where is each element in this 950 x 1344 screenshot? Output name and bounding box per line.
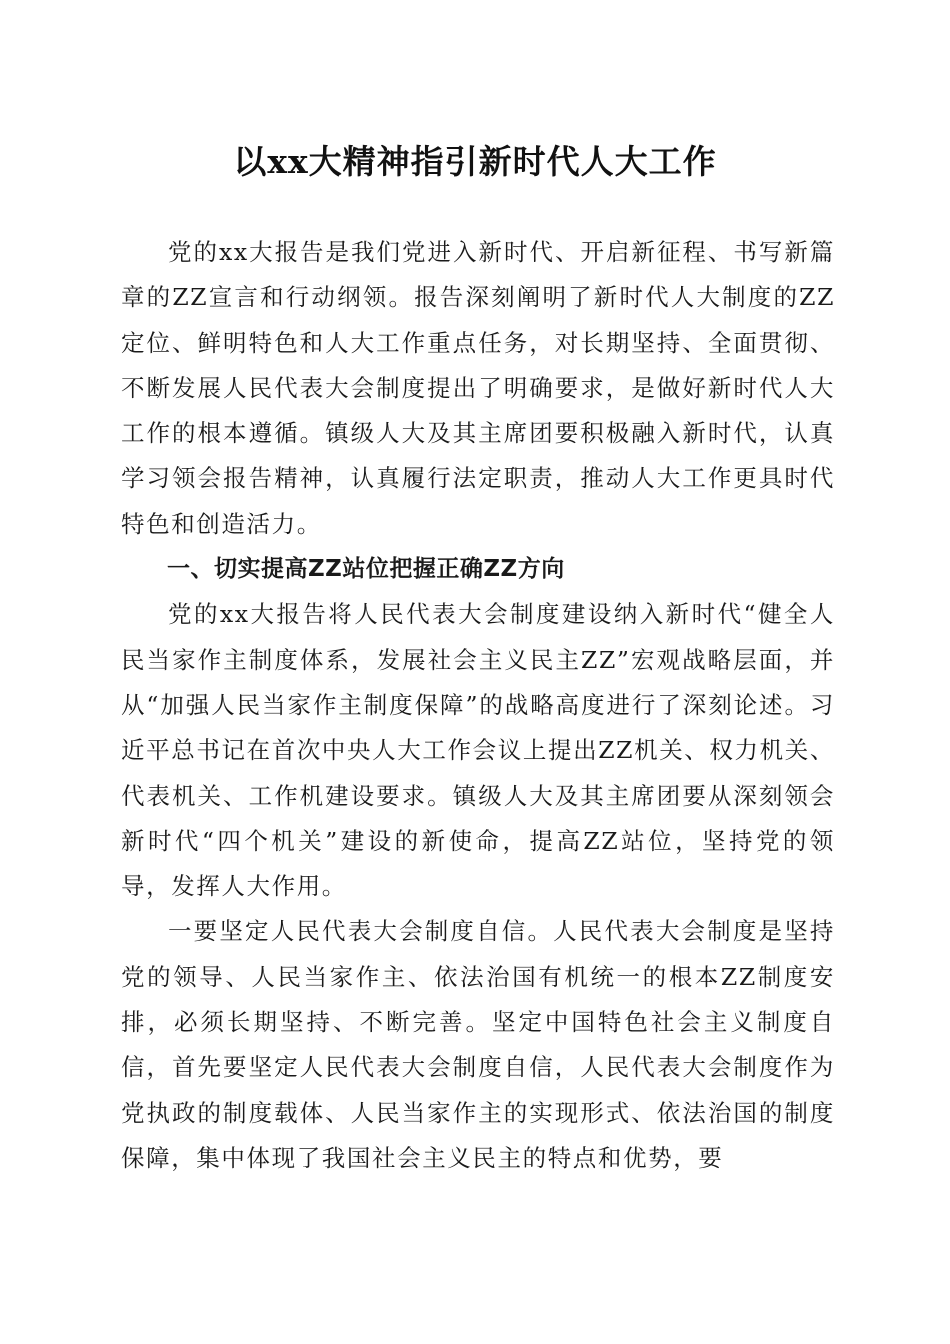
document-body — [121, 230, 835, 1181]
intro-paragraph: 党的xx大报告是我们党进入新时代、开启新征程、书写新篇章的ZZ宣言和行动纲领。报告深刻阐明了新时代人大制度的ZZ定位、鲜明特色和人大工作重点任务，对长期坚持、全面贯彻、不断发展人民代表大会制度提出了明确要求，是做好新时代人大工作的根本遵循。镇级人大及其主席团要积极融入新时代，认真学习领会报告精神，认真履行法定职责，推动人大工作更具时代特色和创造活力。 — [121, 238, 835, 538]
section-heading: 一、切实提高ZZ站位把握正确ZZ方向 — [167, 556, 565, 583]
section-paragraph-2: 一要坚定人民代表大会制度自信。人民代表大会制度是坚持党的领导、人民当家作主、依法治国有机统一的根本ZZ制度安排，必须长期坚持、不断完善。坚定中国特色社会主义制度自信，首先要坚定人民代表大会制度自信，人民代表大会制度作为党执政的制度载体、人民当家作主的实现形式、依法治国的制度保障，集中体现了我国社会主义民主的特点和优势，要 — [121, 917, 835, 1172]
document-title: 以xx大精神指引新时代人大工作 — [233, 142, 717, 181]
section-paragraph-1: 党的xx大报告将人民代表大会制度建设纳入新时代“健全人民当家作主制度体系，发展社会主义民主ZZ”宏观战略层面，并从“加强人民当家作主制度保障”的战略高度进行了深刻论述。习近平总书记在首次中央人大工作会议上提出ZZ机关、权力机关、代表机关、工作机建设要求。镇级人大及其主席团要从深刻领会新时代“四个机关”建设的新使命，提高ZZ站位，坚持党的领导，发挥人大作用。 — [121, 600, 835, 901]
